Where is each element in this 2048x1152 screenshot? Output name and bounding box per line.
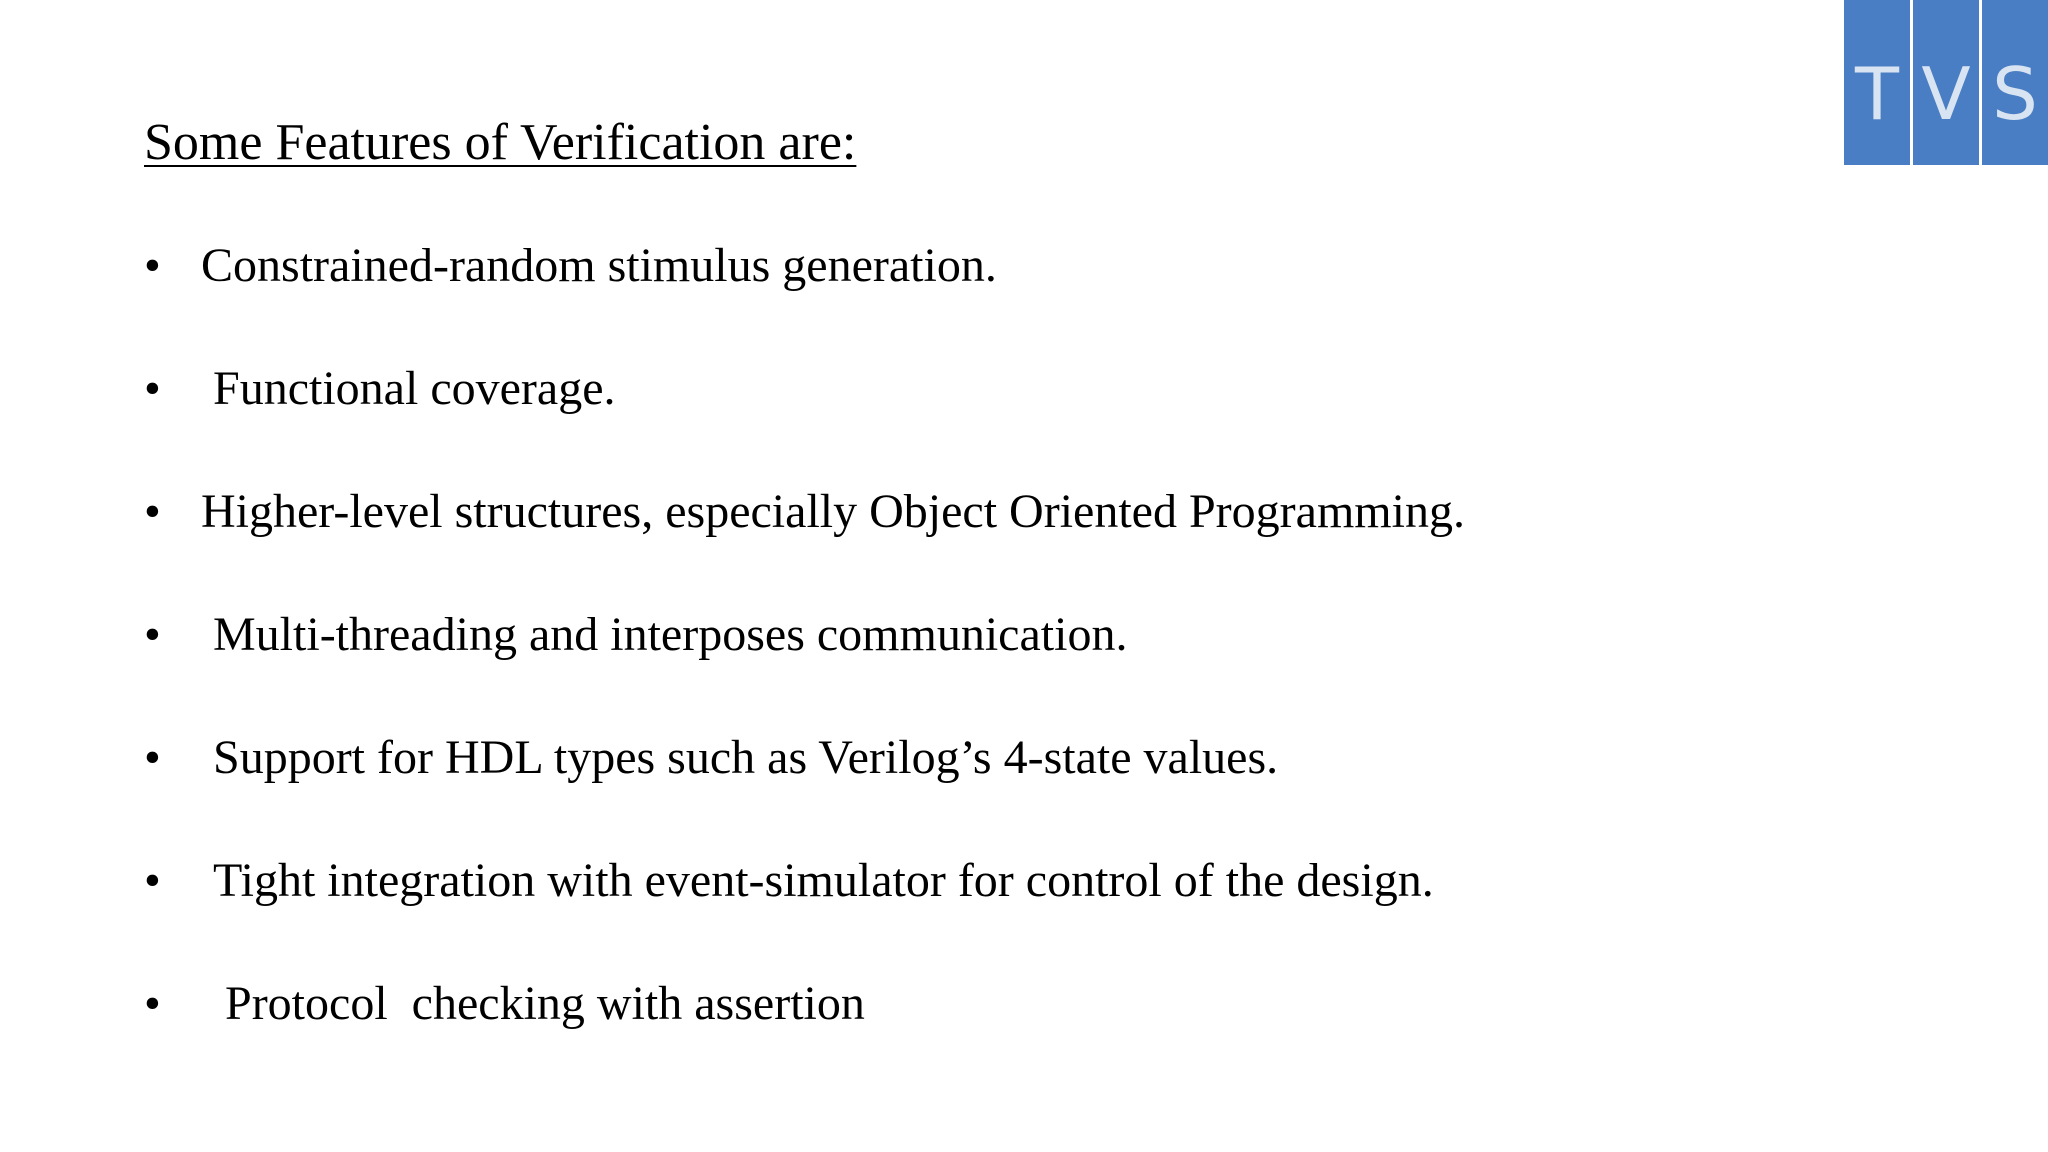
feature-text: Tight integration with event-simulator for control of the design. (213, 854, 1434, 907)
feature-list (144, 234, 1465, 1095)
feature-text: Support for HDL types such as Verilog’s 4-state values. (213, 731, 1279, 784)
feature-item (144, 603, 1465, 726)
logo-letter-s: S (1982, 0, 2048, 165)
logo-letter-v: V (1913, 0, 1979, 165)
feature-text: Constrained-random stimulus generation. (201, 239, 997, 292)
bullet-icon: • (144, 239, 161, 292)
tvs-logo (1844, 0, 2048, 165)
slide-heading: Some Features of Verification are: (144, 114, 857, 171)
feature-item (144, 480, 1465, 603)
feature-item (144, 726, 1465, 849)
feature-item (144, 234, 1465, 357)
feature-item (144, 357, 1465, 480)
bullet-icon: • (144, 731, 161, 784)
feature-item (144, 972, 1465, 1095)
feature-text: Higher-level structures, especially Object Oriented Programming. (201, 485, 1465, 538)
bullet-icon: • (144, 854, 161, 907)
feature-text: Multi-threading and interposes communication. (213, 608, 1128, 661)
bullet-icon: • (144, 608, 161, 661)
bullet-icon: • (144, 977, 161, 1030)
bullet-icon: • (144, 362, 161, 415)
bullet-icon: • (144, 485, 161, 538)
logo-letter-t: T (1844, 0, 1910, 165)
feature-text: Functional coverage. (213, 362, 616, 415)
feature-item (144, 849, 1465, 972)
feature-text: Protocol checking with assertion (225, 977, 865, 1030)
